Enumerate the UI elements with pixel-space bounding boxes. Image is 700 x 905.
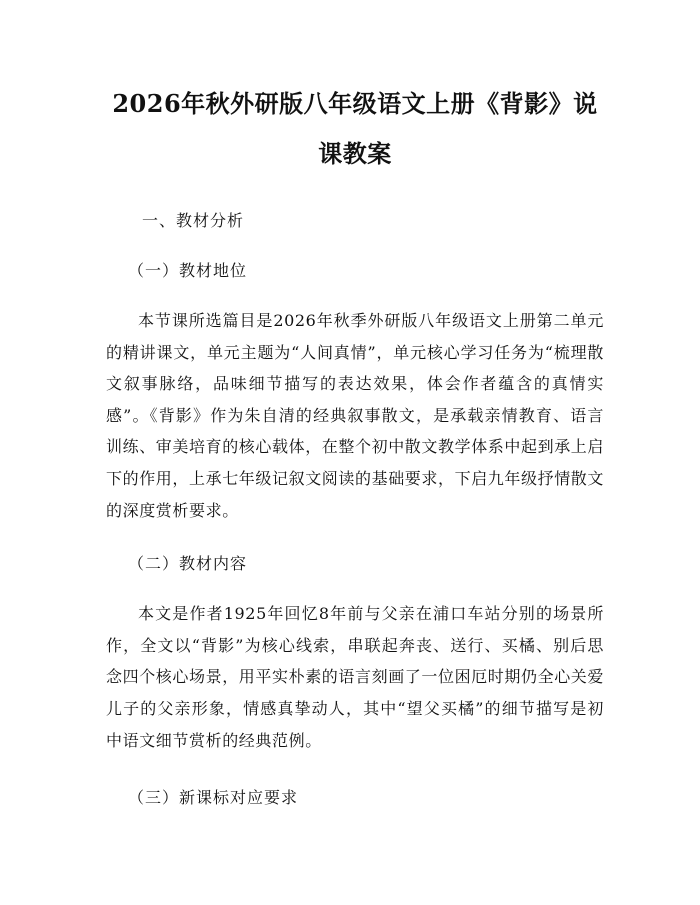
- subsection-heading-textbook-position: （一）教材地位: [128, 261, 248, 280]
- paragraph-textbook-content: 本文是作者1925年回忆8年前与父亲在浦口车站分别的场景所作，全文以“背影”为核心线索，串联起奔丧、送行、买橘、别后思念四个核心场景，用平实朴素的语言刻画了一位困厄时期仍全心关爱儿子的父亲形象，情感真挚动人，其中“望父买橘”的细节描写是初中语文细节赏析的经典范例。: [106, 604, 605, 750]
- section-heading-textbook-analysis: 一、教材分析: [142, 211, 245, 230]
- paragraph-textbook-position: 本节课所选篇目是2026年秋季外研版八年级语文上册第二单元的精讲课文，单元主题为“人间真情”，单元核心学习任务为“梳理散文叙事脉络，品味细节描写的表达效果，体会作者蕴含的真情实感”。《背影》作为朱自清的经典叙事散文，是承载亲情教育、语言训练、审美培育的核心载体，在整个初中散文教学体系中起到承上启下的作用，上承七年级记叙文阅读的基础要求，下启九年级抒情散文的深度赏析要求。: [106, 311, 605, 520]
- subsection-heading-textbook-content: （二）教材内容: [128, 554, 248, 574]
- document-title: 2026年秋外研版八年级语文上册《背影》说课教案: [112, 89, 598, 168]
- subsection-heading-curriculum-requirements: （三）新课标对应要求: [128, 788, 299, 808]
